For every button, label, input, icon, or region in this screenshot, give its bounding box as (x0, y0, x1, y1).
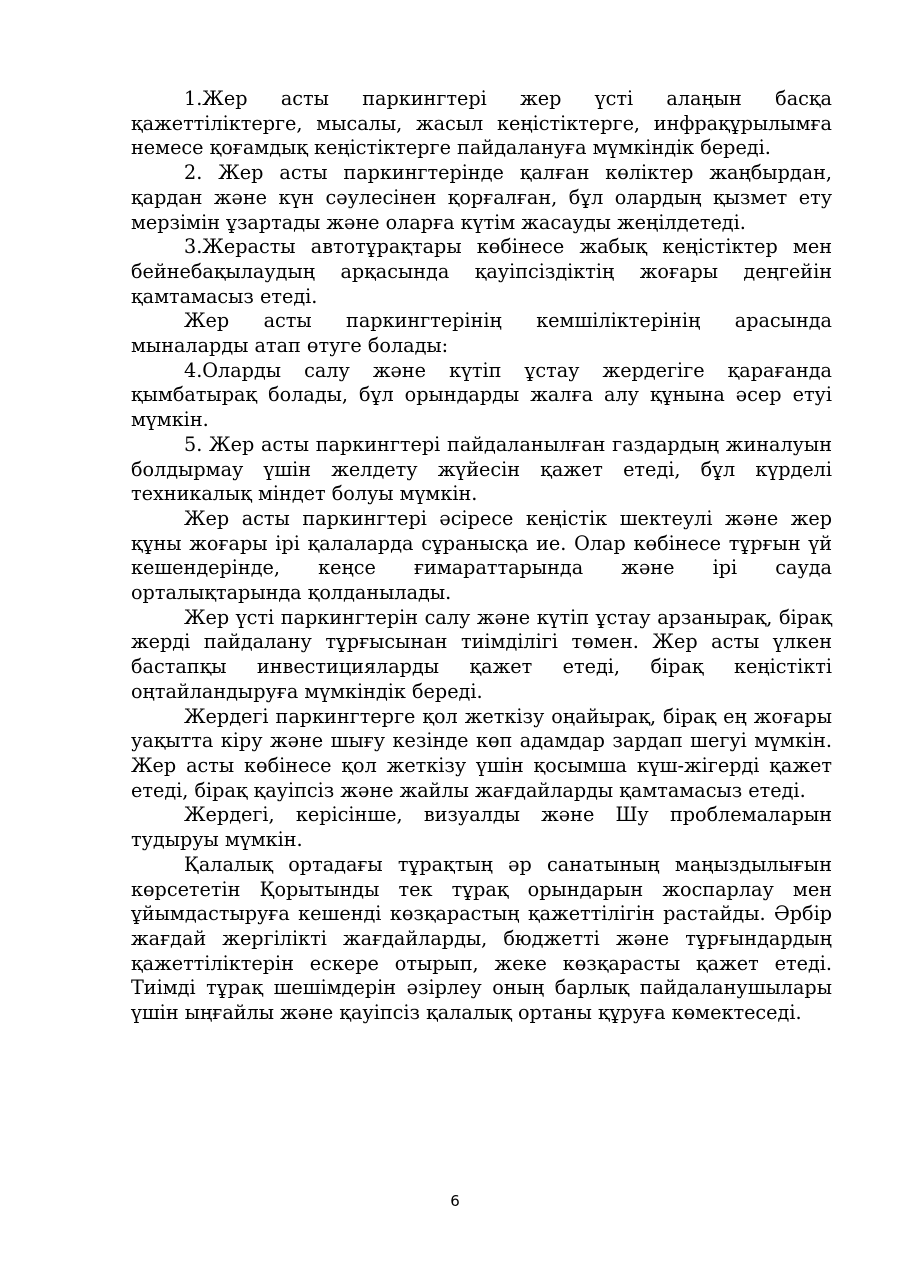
paragraph-11: Қалалық ортадағы тұрақтың әр санатының маңыздылығын көрсететін Қорытынды тек тұрақ орындарын жоспарлау мен ұйымдастыруға кешенді көзқарастың қажеттілігін растайды. Әрбір жағдай жергілікті жағдайларды, бюджетті және тұрғындардың қажеттіліктерін ескере отырып, жеке көзқарасты қажет етеді. Тиімді тұрақ шешімдерін әзірлеу оның барлық пайдаланушылары үшін ыңғайлы және қауіпсіз қалалық ортаны құруға көмектеседі. (131, 852, 832, 1025)
page-number: 6 (450, 1192, 460, 1210)
paragraph-9: Жердегі паркингтерге қол жеткізу оңайырақ, бірақ ең жоғары уақытта кіру және шығу кезінде көп адамдар зардап шегуі мүмкін. Жер асты көбінесе қол жеткізу үшін қосымша күш-жігерді қажет етеді, бірақ қауіпсіз және жайлы жағдайларды қамтамасыз етеді. (131, 704, 832, 802)
body-text (131, 87, 832, 1026)
paragraph-6: 5. Жер асты паркингтері пайдаланылған газдардың жиналуын болдырмау үшін желдету жүйесін қажет етеді, бұл күрделі техникалық міндет болуы мүмкін. (131, 432, 832, 506)
paragraph-4: Жер асты паркингтерінің кемшіліктерінің арасында мыналарды атап өтуге болады: (131, 309, 832, 358)
paragraph-8: Жер үсті паркингтерін салу және күтіп ұстау арзанырақ, бірақ жерді пайдалану тұрғысынан тиімділігі төмен. Жер асты үлкен бастапқы инвестицияларды қажет етеді, бірақ кеңістікті оңтайландыруға мүмкіндік береді. (131, 605, 832, 703)
paragraph-1: 1.Жер асты паркингтері жер үсті алаңын басқа қажеттіліктерге, мысалы, жасыл кеңістіктерге, инфрақұрылымға немесе қоғамдық кеңістіктерге пайдалануға мүмкіндік береді. (131, 87, 832, 160)
paragraph-2: 2. Жер асты паркингтерінде қалған көліктер жаңбырдан, қардан және күн сәулесінен қорғалған, бұл олардың қызмет ету мерзімін ұзартады және оларға күтім жасауды жеңілдетеді. (131, 161, 832, 234)
paragraph-10: Жердегі, керісінше, визуалды және Шу проблемаларын тудыруы мүмкін. (131, 803, 832, 852)
paragraph-7: Жер асты паркингтері әсіресе кеңістік шектеулі және жер құны жоғары ірі қалаларда сұранысқа ие. Олар көбінесе тұрғын үй кешендерінде, кеңсе ғимараттарында және ірі сауда орталықтарында қолданылады. (131, 506, 832, 605)
paragraph-3: 3.Жерасты автотұрақтары көбінесе жабық кеңістіктер мен бейнебақылаудың арқасында қауіпсіздіктің жоғары деңгейін қамтамасыз етеді. (131, 235, 832, 308)
paragraph-5: 4.Оларды салу және күтіп ұстау жердегіге қарағанда қымбатырақ болады, бұл орындарды жалға алу құнына әсер етуі мүмкін. (131, 358, 832, 432)
